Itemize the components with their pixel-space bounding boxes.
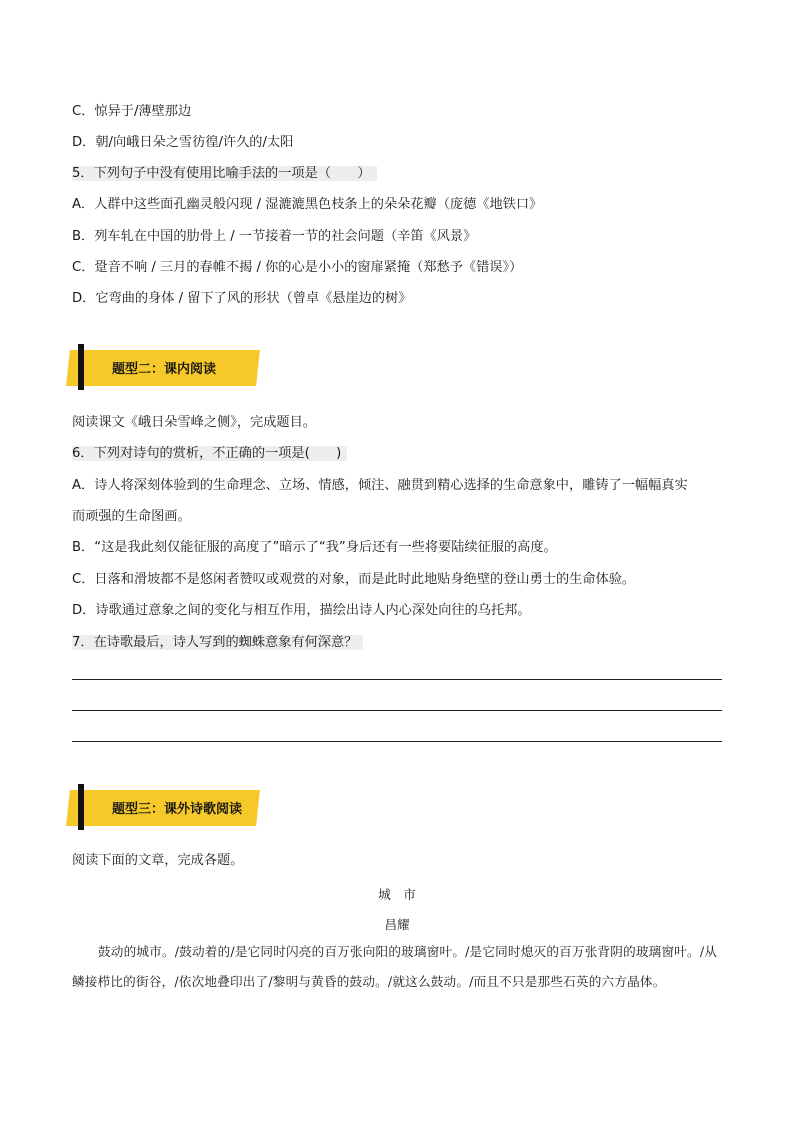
answer-line-3[interactable] — [72, 741, 722, 742]
answer-line-1[interactable] — [72, 679, 722, 680]
answer-line-2[interactable] — [72, 710, 722, 711]
q5-option-c: C．跫音不响 / 三月的春帷不揭 / 你的心是小小的窗扉紧掩（郑愁予《错误》） — [72, 260, 523, 275]
banner-bar — [78, 344, 84, 390]
q5-question — [72, 164, 377, 184]
section3-intro: 阅读下面的文章，完成各题。 — [72, 853, 244, 868]
section3-banner — [68, 784, 258, 830]
q5-option-b: B．列车轧在中国的肋骨上 / 一节接着一节的社会问题（辛笛《风景》 — [72, 229, 477, 244]
section2-title: 题型二：课内阅读 — [112, 362, 217, 377]
q4-option-d: D．朝/向峨日朵之雪彷徨/许久的/太阳 — [72, 135, 294, 150]
q6-option-a: A．诗人将深刻体验到的生命理念、立场、情感，倾注、融贯到精心选择的生命意象中，雕铸了一幅幅真实 — [72, 478, 688, 493]
q5-option-a: A．人群中这些面孔幽灵般闪现 / 湿漉漉黑色枝条上的朵朵花瓣（庞德《地铁口》 — [72, 197, 543, 212]
poem-author: 昌耀 — [384, 917, 410, 932]
q7-question-text: 7．在诗歌最后，诗人写到的蜘蛛意象有何深意？ — [72, 635, 363, 650]
q6-question-text: 6．下列对诗句的赏析，不正确的一项是( ) — [72, 446, 347, 461]
q5-option-d: D．它弯曲的身体 / 留下了风的形状（曾卓《悬崖边的树》 — [72, 291, 412, 306]
q6-option-b: B．“这是我此刻仅能征服的高度了”暗示了“我”身后还有一些将要陆续征服的高度。 — [72, 540, 557, 555]
poem-title: 城 市 — [378, 887, 416, 902]
q6-option-c: C．日落和滑坡都不是悠闲者赞叹或观赏的对象，而是此时此地贴身绝壁的登山勇士的生命体验。 — [72, 572, 636, 587]
q6-option-a-cont: 而顽强的生命图画。 — [72, 509, 191, 524]
section3-title: 题型三：课外诗歌阅读 — [112, 802, 243, 817]
q5-question-text: 5．下列句子中没有使用比喻手法的一项是（ ） — [72, 166, 377, 181]
section2-banner — [68, 344, 258, 390]
q7-question — [72, 633, 363, 653]
q4-option-c: C．惊异于/薄壁那边 — [72, 104, 192, 119]
section2-intro: 阅读课文《峨日朵雪峰之侧》，完成题目。 — [72, 415, 316, 430]
banner-bar — [78, 784, 84, 830]
q6-option-d: D．诗歌通过意象之间的变化与相互作用，描绘出诗人内心深处向往的乌托邦。 — [72, 603, 531, 618]
poem-body: 鼓动的城市。/鼓动着的/是它同时闪亮的百万张向阳的玻璃窗叶。/是它同时熄灭的百万张背阴的玻璃窗叶。/从鳞接栉比的街谷，/依次地叠印出了/黎明与黄昏的鼓动。/就这么鼓动。/而且不只是那些石英的六方晶体。 — [72, 944, 718, 989]
q6-question — [72, 444, 347, 464]
